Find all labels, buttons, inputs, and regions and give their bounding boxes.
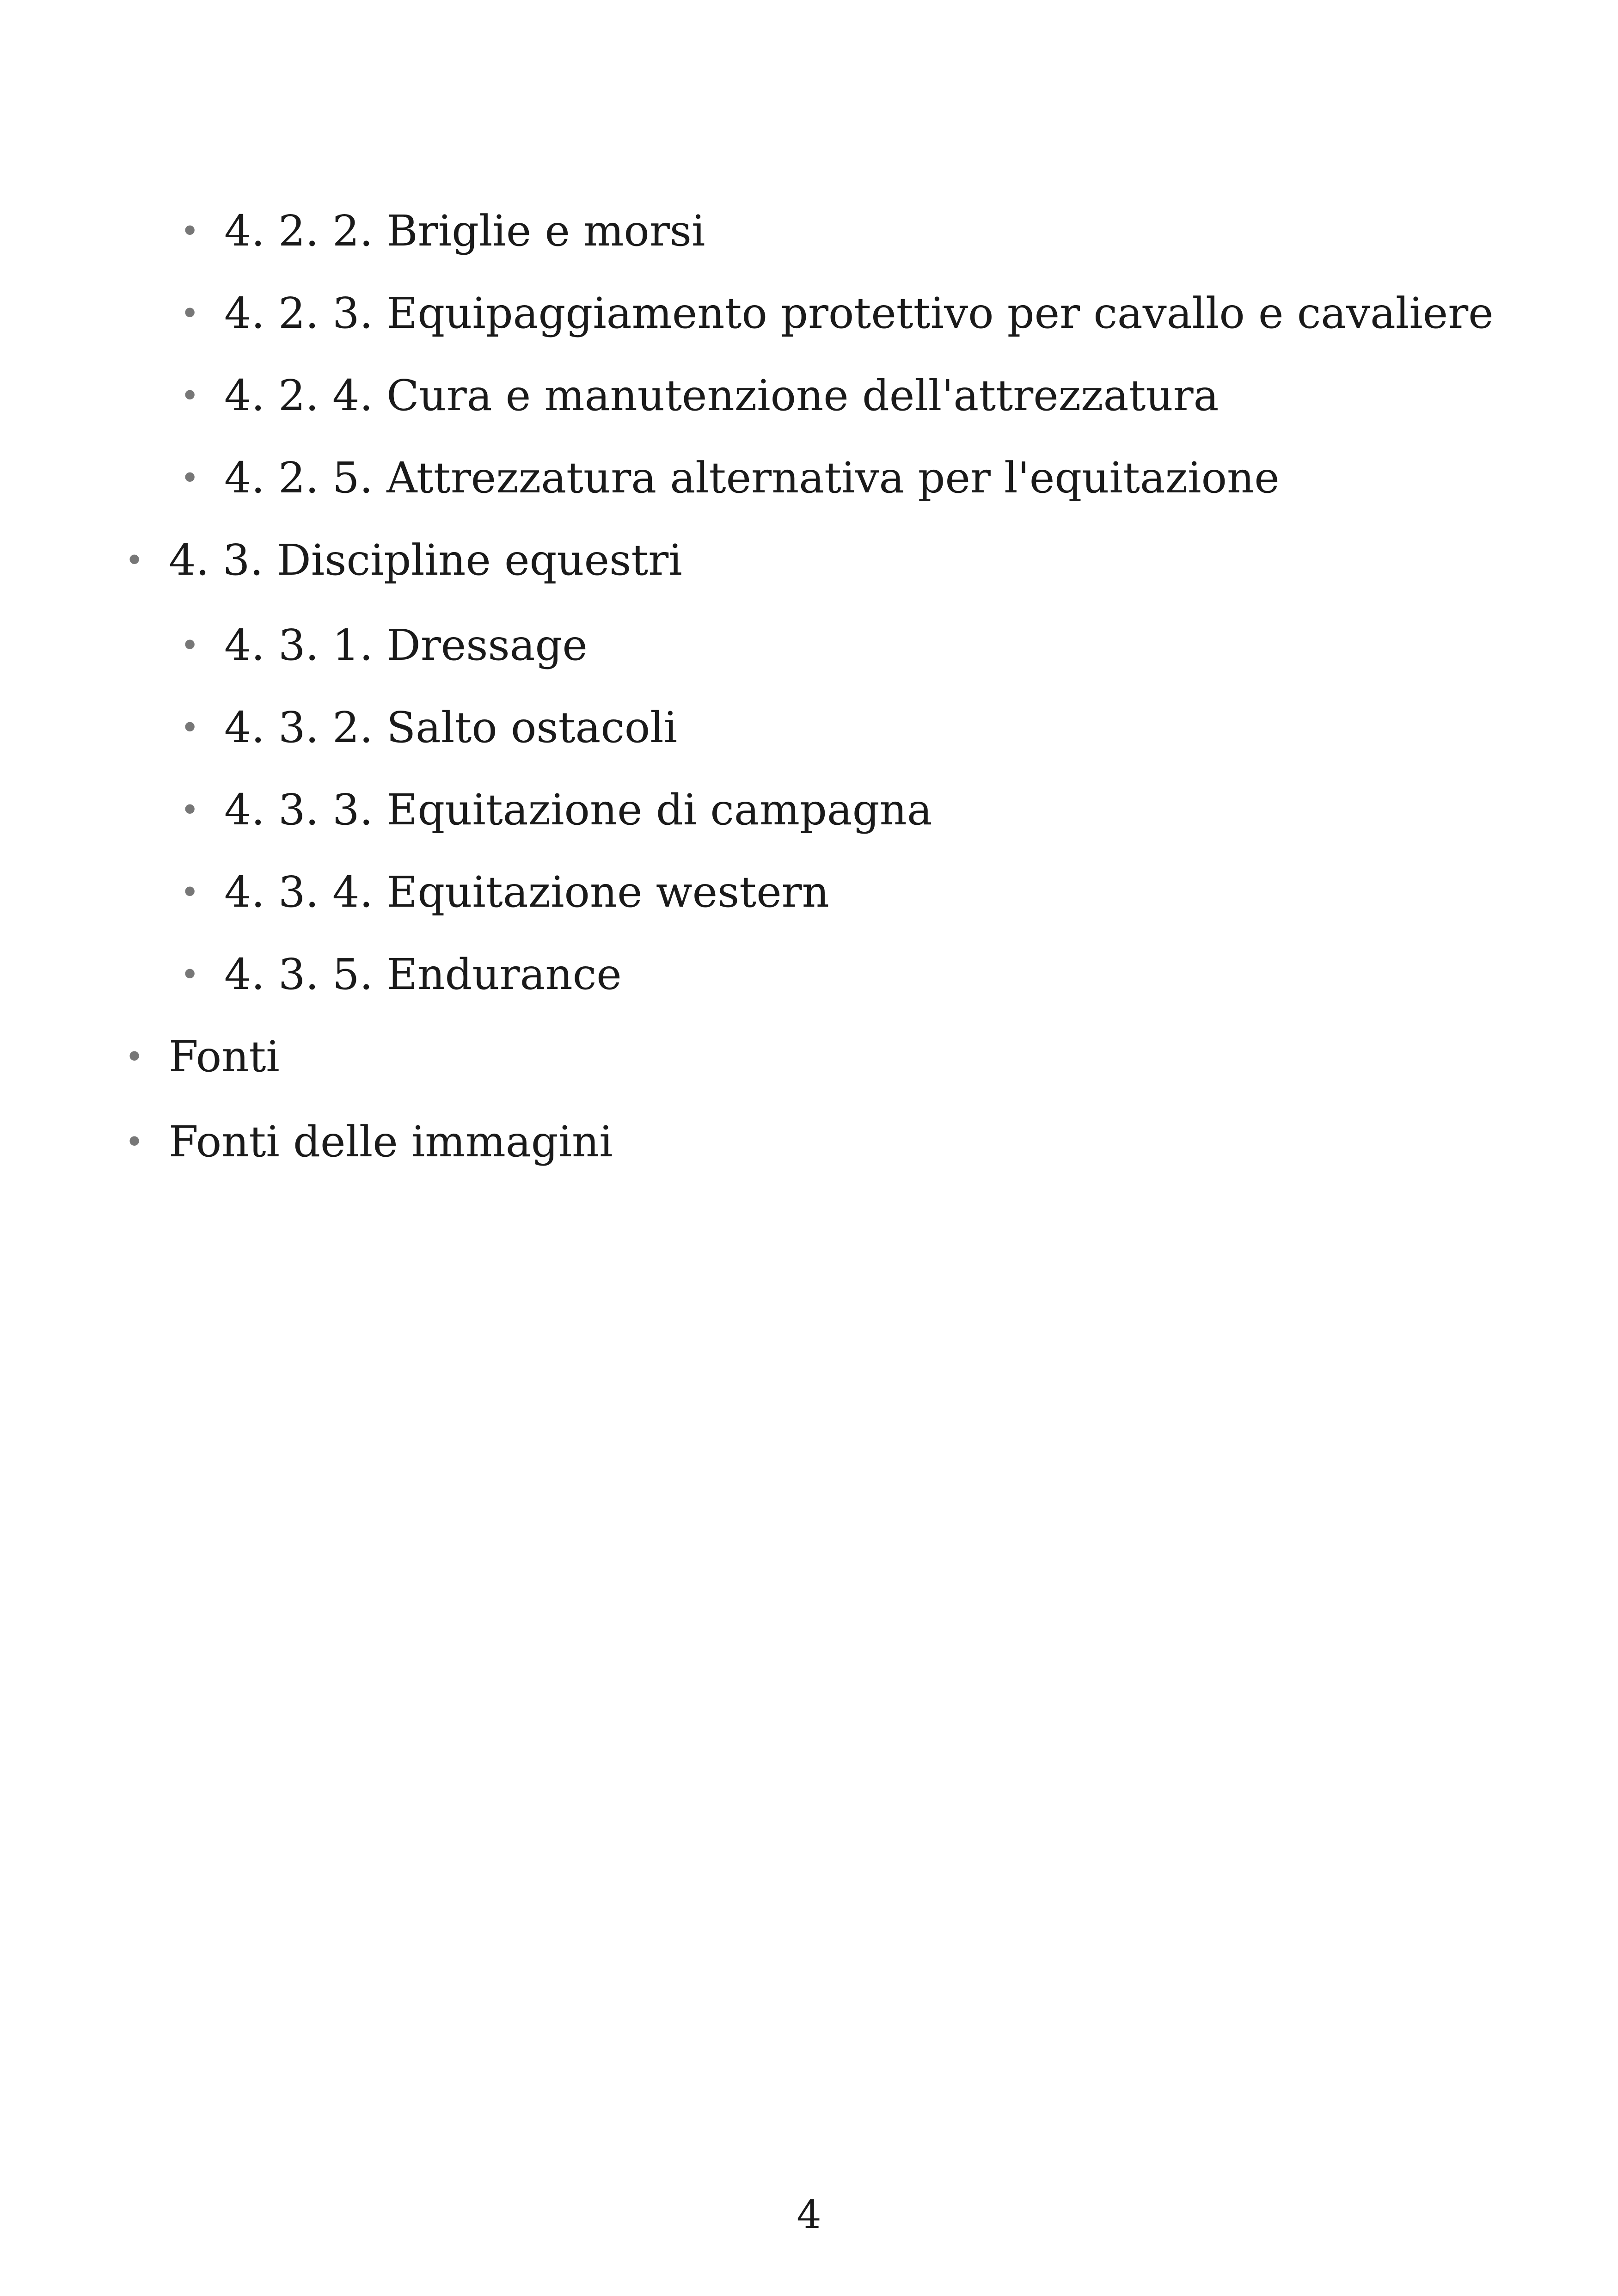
- toc-item-label: 4. 3. 5. Endurance: [224, 950, 622, 999]
- bullet-icon: •: [180, 709, 200, 747]
- toc-item-label: 4. 2. 2. Briglie e morsi: [224, 206, 705, 256]
- bullet-icon: •: [180, 873, 200, 911]
- bullet-icon: •: [125, 1123, 144, 1161]
- toc-item-label: Fonti delle immagini: [169, 1117, 613, 1166]
- bullet-icon: •: [180, 626, 200, 664]
- toc-item-label: 4. 3. 2. Salto ostacoli: [224, 703, 678, 752]
- toc-item-label: 4. 3. 3. Equitazione di campagna: [224, 785, 932, 835]
- bullet-icon: •: [180, 459, 200, 497]
- bullet-icon: •: [125, 541, 144, 579]
- bullet-icon: •: [180, 956, 200, 994]
- bullet-icon: •: [180, 791, 200, 829]
- toc-item-label: 4. 3. 1. Dressage: [224, 620, 588, 670]
- toc-item-label: 4. 2. 5. Attrezzatura alternativa per l'equitazione: [224, 453, 1280, 503]
- toc-item-label: 4. 2. 3. Equipaggiamento protettivo per cavallo e cavaliere: [224, 289, 1494, 338]
- toc-item-label: 4. 3. 4. Equitazione western: [224, 867, 829, 917]
- bullet-icon: •: [125, 1038, 144, 1076]
- toc-item-label: Fonti: [169, 1032, 280, 1081]
- toc-item-label: 4. 3. Discipline equestri: [169, 535, 682, 585]
- bullet-icon: •: [180, 212, 200, 250]
- bullet-icon: •: [180, 377, 200, 415]
- toc-item-label: 4. 2. 4. Cura e manutenzione dell'attrezzatura: [224, 371, 1219, 420]
- page-number: 4: [797, 2192, 821, 2237]
- bullet-icon: •: [180, 295, 200, 332]
